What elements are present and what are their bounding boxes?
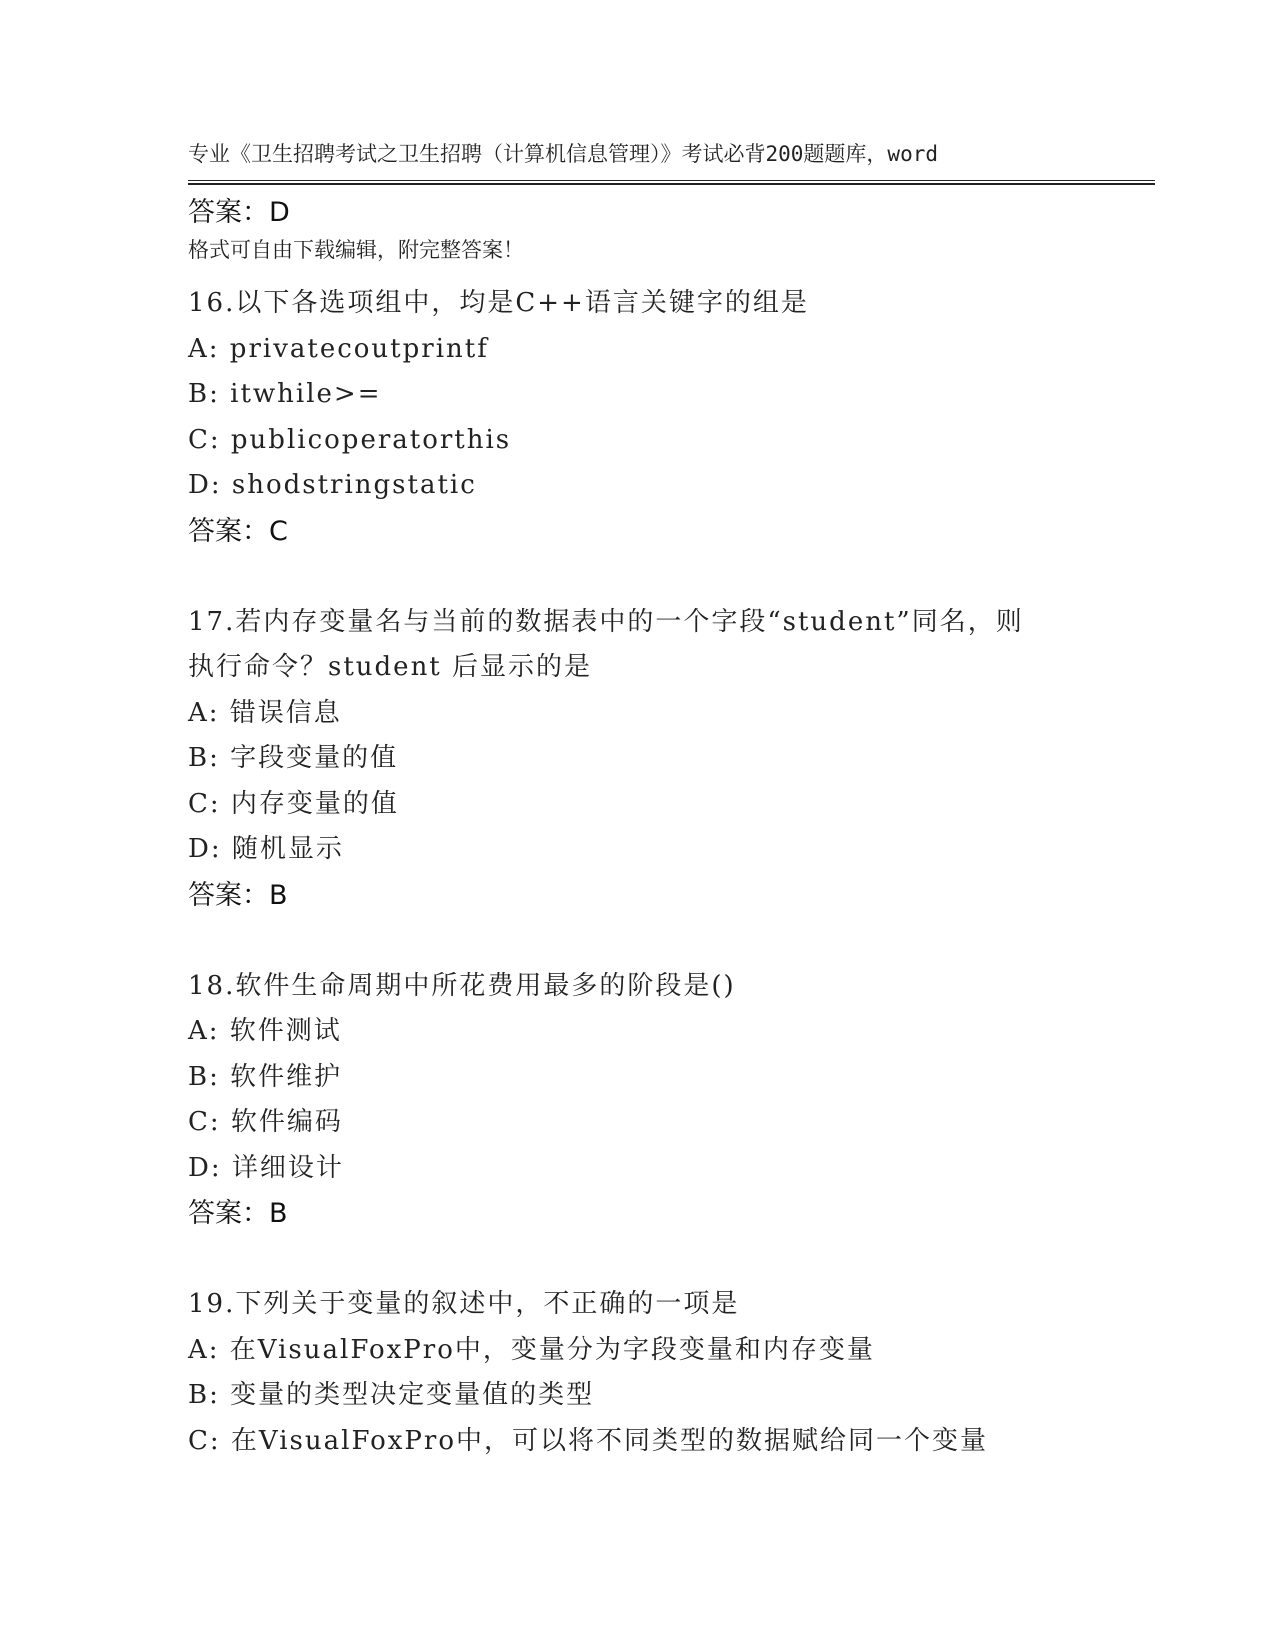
option-b: B: 字段变量的值	[188, 743, 399, 773]
question-item	[188, 281, 1148, 555]
spacer	[188, 1237, 1148, 1282]
question-item	[188, 1282, 1148, 1464]
question-list	[188, 190, 1148, 1464]
question-text: 19.下列关于变量的叙述中，不正确的一项是	[188, 1289, 740, 1319]
option-d: D: shodstringstatic	[188, 470, 477, 500]
option-d: D: 随机显示	[188, 834, 344, 864]
option-a: A: 软件测试	[188, 1016, 342, 1046]
option-c: C: 内存变量的值	[188, 788, 399, 819]
option-a: A: 在VisualFoxPro中，变量分为字段变量和内存变量	[188, 1334, 875, 1365]
question-text: 17.若内存变量名与当前的数据表中的一个字段“student”同名，则执行命令？student 后显示的是	[188, 606, 1024, 682]
option-c: C: publicoperatorthis	[188, 424, 512, 455]
answer-label: 答案：C	[188, 515, 288, 547]
question-item	[188, 964, 1148, 1238]
header-line-2: 格式可自由下载编辑，附完整答案！	[188, 238, 524, 262]
option-b: B: 软件维护	[188, 1061, 343, 1092]
question-text: 18.软件生命周期中所花费用最多的阶段是()	[188, 970, 736, 1001]
header-divider-thin	[188, 180, 1155, 181]
option-d: D: 详细设计	[188, 1152, 344, 1183]
question-text: 16.以下各选项组中，均是C++语言关键字的组是	[188, 288, 809, 318]
spacer	[188, 555, 1148, 600]
header-line-1: 专业《卫生招聘考试之卫生招聘（计算机信息管理）》考试必背200题题库，word	[188, 142, 938, 166]
option-a: A: 错误信息	[188, 697, 342, 728]
header-divider-thick	[188, 183, 1155, 185]
option-c: C: 在VisualFoxPro中，可以将不同类型的数据赋给同一个变量	[188, 1425, 988, 1456]
answer-label: 答案：B	[188, 879, 288, 911]
question-item	[188, 600, 1148, 919]
spacer	[188, 919, 1148, 964]
spacer	[188, 236, 1148, 281]
answer-label: 答案：D	[188, 197, 290, 228]
answer-label: 答案：B	[188, 1198, 288, 1229]
option-b: B: itwhile>=	[188, 379, 382, 409]
option-a: A: privatecoutprintf	[188, 333, 489, 364]
option-c: C: 软件编码	[188, 1107, 343, 1137]
option-b: B: 变量的类型决定变量值的类型	[188, 1380, 595, 1410]
